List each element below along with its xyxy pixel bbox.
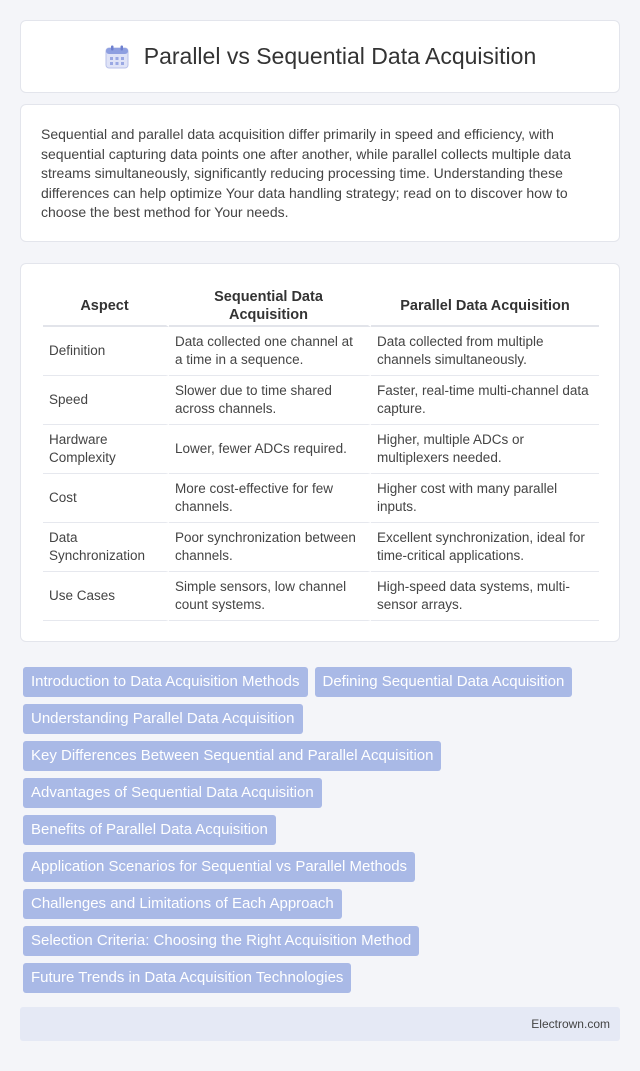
cell-parallel: Higher cost with many parallel inputs. <box>371 474 599 523</box>
topic-link-advantages-sequential[interactable]: Advantages of Sequential Data Acquisition <box>23 778 322 808</box>
cell-aspect: Definition <box>43 327 169 376</box>
page-title: Parallel vs Sequential Data Acquisition <box>143 43 537 69</box>
header-sequential: Sequential Data Acquisition <box>169 286 371 327</box>
header-parallel: Parallel Data Acquisition <box>371 286 599 327</box>
cell-parallel: Excellent synchronization, ideal for time-critical applications. <box>371 523 599 572</box>
cell-sequential: More cost-effective for few channels. <box>169 474 371 523</box>
topic-link-understanding-parallel[interactable]: Understanding Parallel Data Acquisition <box>23 704 303 734</box>
cell-aspect: Data Synchronization <box>43 523 169 572</box>
cell-sequential: Simple sensors, low channel count systems. <box>169 572 371 621</box>
cell-sequential: Poor synchronization between channels. <box>169 523 371 572</box>
topic-link-future-trends[interactable]: Future Trends in Data Acquisition Technologies <box>23 963 351 993</box>
comparison-table <box>43 286 599 621</box>
cell-sequential: Lower, fewer ADCs required. <box>169 425 371 474</box>
table-header-row <box>43 286 599 327</box>
cell-aspect: Speed <box>43 376 169 425</box>
table-row <box>43 572 599 621</box>
cell-aspect: Cost <box>43 474 169 523</box>
cell-sequential: Slower due to time shared across channels. <box>169 376 371 425</box>
cell-aspect: Use Cases <box>43 572 169 621</box>
cell-aspect: Hardware Complexity <box>43 425 169 474</box>
topic-link-benefits-parallel[interactable]: Benefits of Parallel Data Acquisition <box>23 815 276 845</box>
topic-link-introduction[interactable]: Introduction to Data Acquisition Methods <box>23 667 308 697</box>
topic-link-selection-criteria[interactable]: Selection Criteria: Choosing the Right Acquisition Method <box>23 926 419 956</box>
table-row <box>43 376 599 425</box>
cell-parallel: High-speed data systems, multi-sensor arrays. <box>371 572 599 621</box>
topic-link-key-differences[interactable]: Key Differences Between Sequential and Parallel Acquisition <box>23 741 441 771</box>
header-aspect: Aspect <box>43 286 169 327</box>
topic-link-application-scenarios[interactable]: Application Scenarios for Sequential vs Parallel Methods <box>23 852 415 882</box>
calendar-icon <box>104 44 130 70</box>
topic-link-challenges[interactable]: Challenges and Limitations of Each Approach <box>23 889 342 919</box>
cell-parallel: Faster, real-time multi-channel data capture. <box>371 376 599 425</box>
title-card <box>20 20 620 93</box>
intro-card <box>20 104 620 242</box>
table-row <box>43 523 599 572</box>
topic-link-defining-sequential[interactable]: Defining Sequential Data Acquisition <box>315 667 573 697</box>
cell-parallel: Data collected from multiple channels simultaneously. <box>371 327 599 376</box>
table-row <box>43 425 599 474</box>
comparison-table-card <box>20 263 620 642</box>
cell-sequential: Data collected one channel at a time in a sequence. <box>169 327 371 376</box>
cell-parallel: Higher, multiple ADCs or multiplexers needed. <box>371 425 599 474</box>
footer-brand: Electrown.com <box>531 1017 610 1031</box>
topic-links <box>23 667 623 1000</box>
table-row <box>43 474 599 523</box>
intro-text: Sequential and parallel data acquisition differ primarily in speed and efficiency, with sequential capturing data points one after another, while parallel collects multiple data streams simultaneously, significantly reducing processing time. Understanding these differences can help optimize Your data handling strategy; read on to discover how to choose the best method for Your needs. <box>41 126 571 221</box>
table-row <box>43 327 599 376</box>
footer <box>20 1007 620 1041</box>
